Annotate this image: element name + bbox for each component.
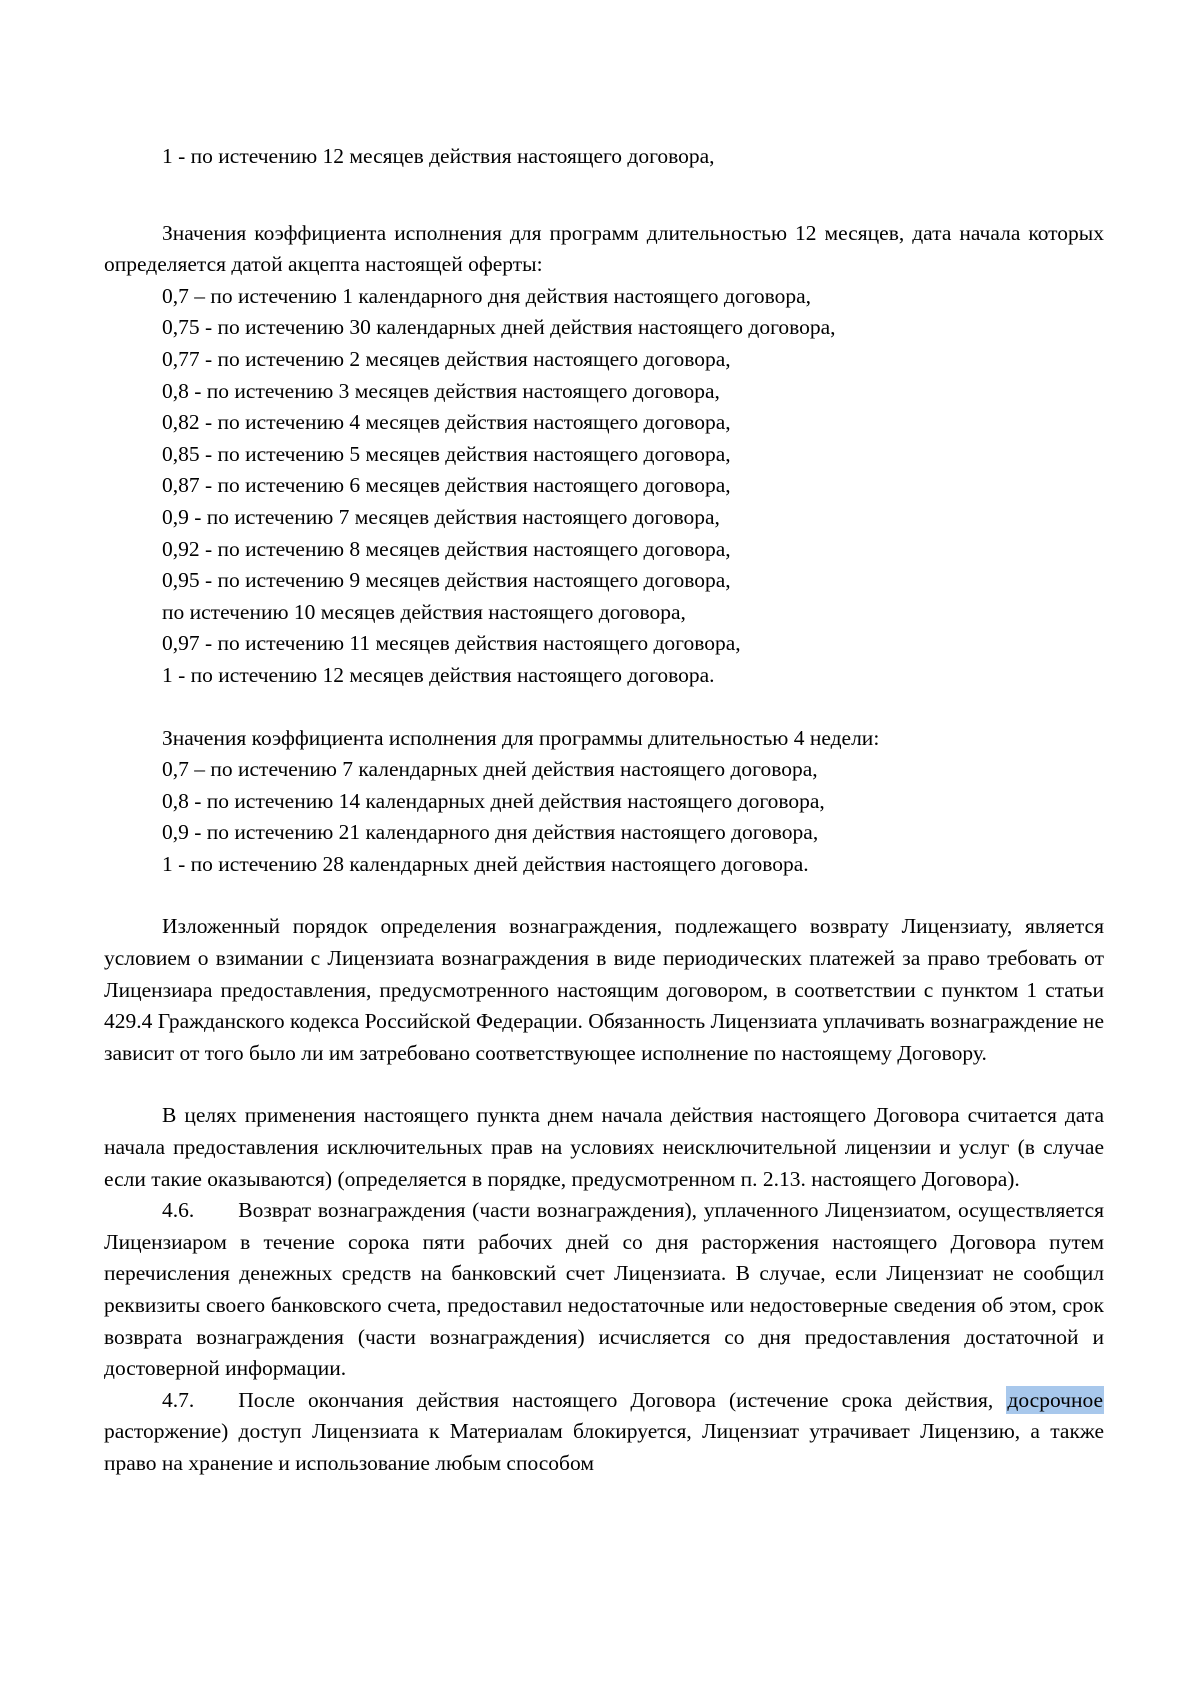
coefficient-list-12m (104, 281, 1104, 692)
coefficient-item: 0,97 - по истечению 11 месяцев действия настоящего договора, (162, 631, 741, 656)
coefficient-item: 0,9 - по истечению 7 месяцев действия настоящего договора, (162, 504, 720, 529)
coefficient-item: 0,8 - по истечению 14 календарных дней действия настоящего договора, (162, 788, 825, 813)
clause-4-7-number: 4.7. (162, 1387, 195, 1412)
paragraph-refund-basis: Изложенный порядок определения вознаграждения, подлежащего возврату Лицензиату, является условием о взимании с Лицензиата вознаграждения в виде периодических платежей за право требовать от Лицензиара предоставления, предусмотренного настоящим договором, в соответствии с пунктом 1 статьи 429.4 Гражданского кодекса Российской Федерации. Обязанность Лицензиата уплачивать вознаграждение не зависит от того было ли им затребовано соответствующее исполнение по настоящему Договору. (104, 914, 1104, 1065)
coefficient-item: 0,85 - по истечению 5 месяцев действия настоящего договора, (162, 441, 731, 466)
coefficient-item: 0,9 - по истечению 21 календарного дня действия настоящего договора, (162, 820, 819, 845)
coefficient-item: 0,7 – по истечению 1 календарного дня действия настоящего договора, (162, 283, 812, 308)
coefficients-4w-heading: Значения коэффициента исполнения для программы длительностью 4 недели: (162, 725, 880, 750)
clause-4-6-number: 4.6. (162, 1198, 195, 1223)
clause-4-7-text-after: расторжение) доступ Лицензиата к Материалам блокируется, Лицензиат утрачивает Лицензию, а также право на хранение и использование любым способом (104, 1419, 1104, 1475)
highlighted-word: досрочное (1007, 1387, 1104, 1412)
coefficients-12m-heading: Значения коэффициента исполнения для программ длительностью 12 месяцев, дата начала которых определяется датой акцепта настоящей оферты: (104, 220, 1104, 277)
coefficient-item: по истечению 10 месяцев действия настоящего договора, (162, 599, 686, 624)
intro-line: 1 - по истечению 12 месяцев действия настоящего договора, (162, 144, 715, 168)
coefficient-item: 0,75 - по истечению 30 календарных дней действия настоящего договора, (162, 315, 836, 340)
coefficient-item: 0,8 - по истечению 3 месяцев действия настоящего договора, (162, 378, 720, 403)
coefficient-list-4w (104, 754, 1104, 880)
coefficient-item: 1 - по истечению 28 календарных дней действия настоящего договора. (162, 851, 809, 876)
clause-4-7 (104, 1385, 1104, 1480)
clause-4-7-text-before: После окончания действия настоящего Договора (истечение срока действия, (238, 1387, 994, 1412)
clause-4-6-text: Возврат вознаграждения (части вознаграждения), уплаченного Лицензиатом, осуществляется Лицензиаром в течение сорока пяти рабочих дней со дня расторжения настоящего Договора путем перечисления денежных средств на банковский счет Лицензиата. В случае, если Лицензиат не сообщил реквизиты своего банковского счета, предоставил недостаточные или недостоверные сведения об этом, срок возврата вознаграждения (части вознаграждения) исчисляется со дня предоставления достаточной и достоверной информации. (104, 1198, 1104, 1381)
coefficient-item: 0,95 - по истечению 9 месяцев действия настоящего договора, (162, 568, 731, 593)
clause-4-6 (104, 1195, 1104, 1385)
paragraph-start-day: В целях применения настоящего пункта днем начала действия настоящего Договора считается дата начала предоставления исключительных прав на условиях неисключительной лицензии и услуг (в случае если такие оказываются) (определяется в порядке, предусмотренном п. 2.13. настоящего Договора). (104, 1103, 1104, 1191)
coefficient-item: 1 - по истечению 12 месяцев действия настоящего договора. (162, 662, 715, 687)
coefficient-item: 0,92 - по истечению 8 месяцев действия настоящего договора, (162, 536, 731, 561)
coefficient-item: 0,77 - по истечению 2 месяцев действия настоящего договора, (162, 346, 731, 371)
coefficient-item: 0,7 – по истечению 7 календарных дней действия настоящего договора, (162, 757, 818, 782)
coefficient-item: 0,82 - по истечению 4 месяцев действия настоящего договора, (162, 410, 731, 435)
coefficient-item: 0,87 - по истечению 6 месяцев действия настоящего договора, (162, 473, 731, 498)
